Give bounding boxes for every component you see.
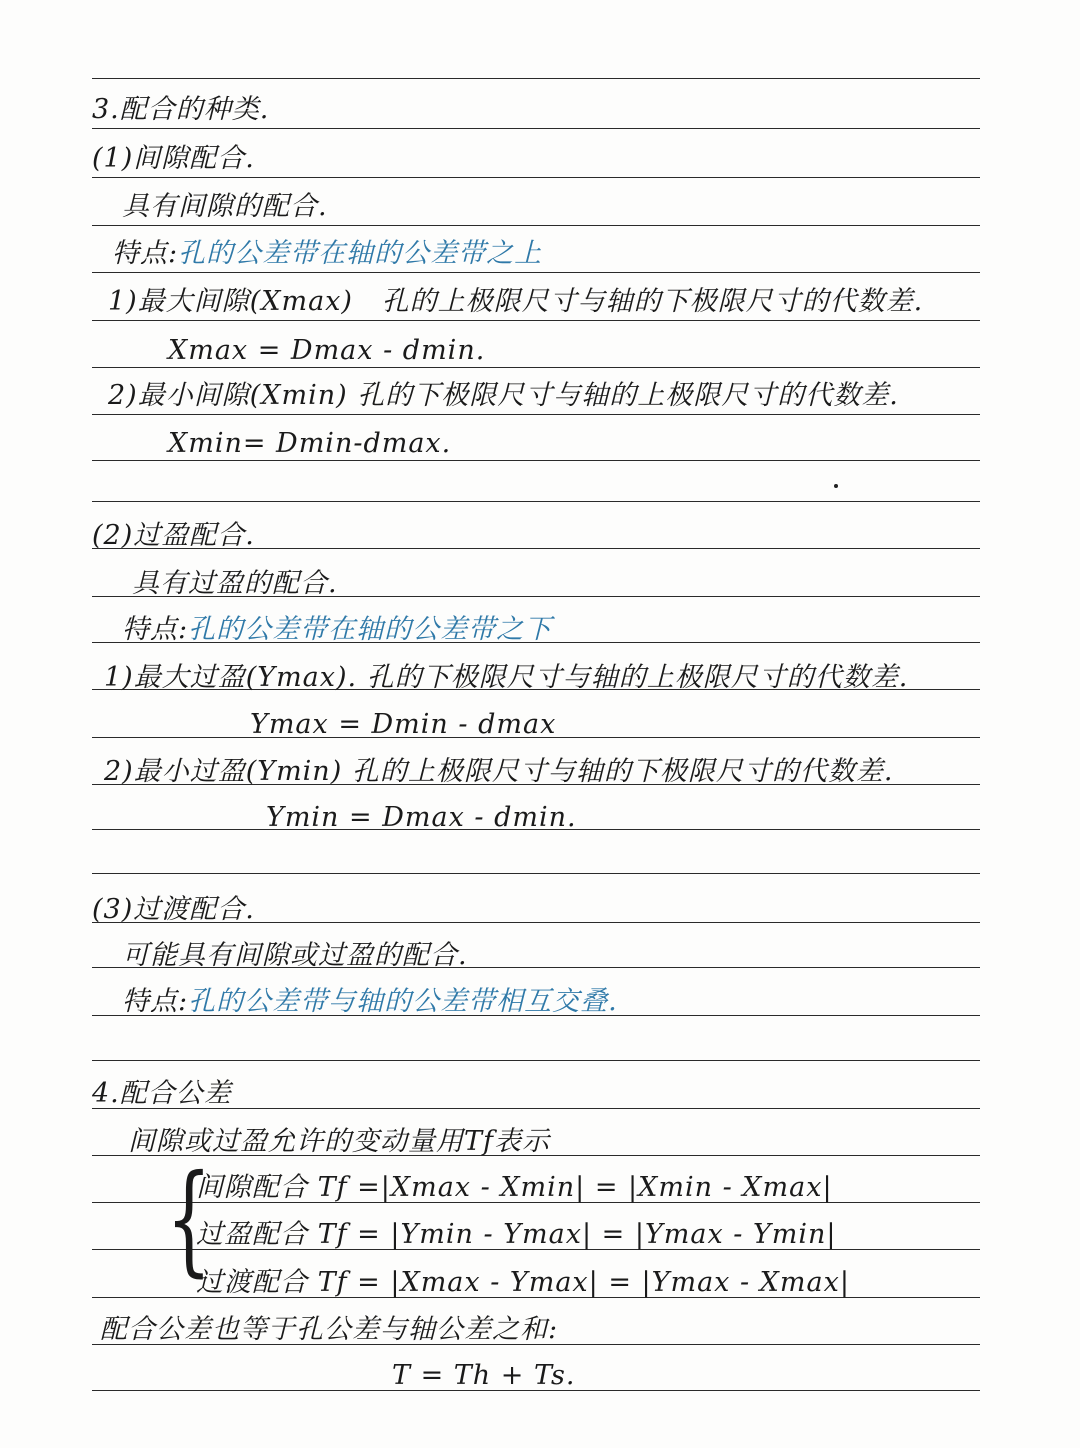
subsection-1-feature: [112, 236, 542, 272]
feature-label: 特点:: [122, 614, 189, 645]
feature-text: 孔的公差带在轴的公差带之下: [188, 614, 553, 645]
ruled-line: [92, 414, 980, 415]
min-clearance-label: 2)最小间隙(Xmin): [108, 380, 348, 411]
min-clearance-item: [108, 378, 899, 414]
min-interference-formula: Ymin = Dmax - dmin.: [266, 802, 577, 833]
max-interference-label: 1)最大过盈(Ymax).: [104, 662, 358, 693]
fit-tolerance-note: 配合公差也等于孔公差与轴公差之和:: [100, 1314, 559, 1345]
ruled-line: [92, 501, 980, 502]
ink-dot: [834, 484, 838, 488]
subsection-1-heading: (1)间隙配合.: [92, 143, 255, 174]
min-interference-label: 2)最小过盈(Ymin): [104, 756, 343, 787]
subsection-2-feature: [122, 612, 552, 648]
max-interference-text: 孔的下极限尺寸与轴的上极限尺寸的代数差.: [366, 662, 909, 693]
min-interference-item: [104, 754, 893, 790]
max-clearance-text: 孔的上极限尺寸与轴的下极限尺寸的代数差.: [381, 286, 924, 317]
max-clearance-formula: Xmax = Dmax - dmin.: [168, 335, 486, 366]
min-clearance-formula: Xmin= Dmin-dmax.: [168, 428, 452, 459]
interference-fit-tolerance: 过盈配合 Tf = |Ymin - Ymax| = |Ymax - Ymin|: [196, 1219, 837, 1250]
ruled-line: [92, 873, 980, 874]
min-clearance-text: 孔的下极限尺寸与轴的上极限尺寸的代数差.: [357, 380, 899, 411]
ruled-line: [92, 225, 980, 226]
ruled-line: [92, 78, 980, 79]
clearance-fit-tolerance: 间隙配合 Tf =|Xmax - Xmin| = |Xmin - Xmax|: [196, 1172, 833, 1203]
max-interference-formula: Ymax = Dmin - dmax: [250, 709, 557, 740]
feature-label: 特点:: [112, 238, 179, 269]
ruled-line: [92, 320, 980, 321]
subsection-3-heading: (3)过渡配合.: [92, 894, 255, 925]
max-clearance-label: 1)最大间隙(Xmax): [108, 286, 353, 317]
max-clearance-item: [108, 284, 923, 320]
subsection-2-heading: (2)过盈配合.: [92, 520, 255, 551]
subsection-1-definition: 具有间隙的配合.: [122, 191, 328, 222]
section-3-title: 3.配合的种类.: [92, 94, 270, 125]
fit-tolerance-formula: T = Th + Ts.: [392, 1360, 576, 1391]
subsection-2-definition: 具有过盈的配合.: [132, 568, 338, 599]
ruled-line: [92, 1060, 980, 1061]
ruled-line: [92, 272, 980, 273]
max-interference-item: [104, 660, 908, 696]
min-interference-text: 孔的上极限尺寸与轴的下极限尺寸的代数差.: [351, 756, 894, 787]
transition-fit-tolerance: 过渡配合 Tf = |Xmax - Ymax| = |Ymax - Xmax|: [196, 1267, 850, 1298]
left-brace-icon: {: [166, 1150, 212, 1289]
subsection-3-feature: [122, 984, 618, 1020]
subsection-3-definition: 可能具有间隙或过盈的配合.: [122, 940, 468, 971]
feature-label: 特点:: [122, 986, 189, 1017]
feature-text: 孔的公差带在轴的公差带之上: [178, 238, 543, 269]
ruled-line: [92, 128, 980, 129]
feature-text: 孔的公差带与轴的公差带相互交叠.: [188, 986, 618, 1017]
section-4-title: 4.配合公差: [92, 1078, 232, 1109]
ruled-line: [92, 177, 980, 178]
section-4-definition: 间隙或过盈允许的变动量用Tf表示: [128, 1126, 551, 1157]
